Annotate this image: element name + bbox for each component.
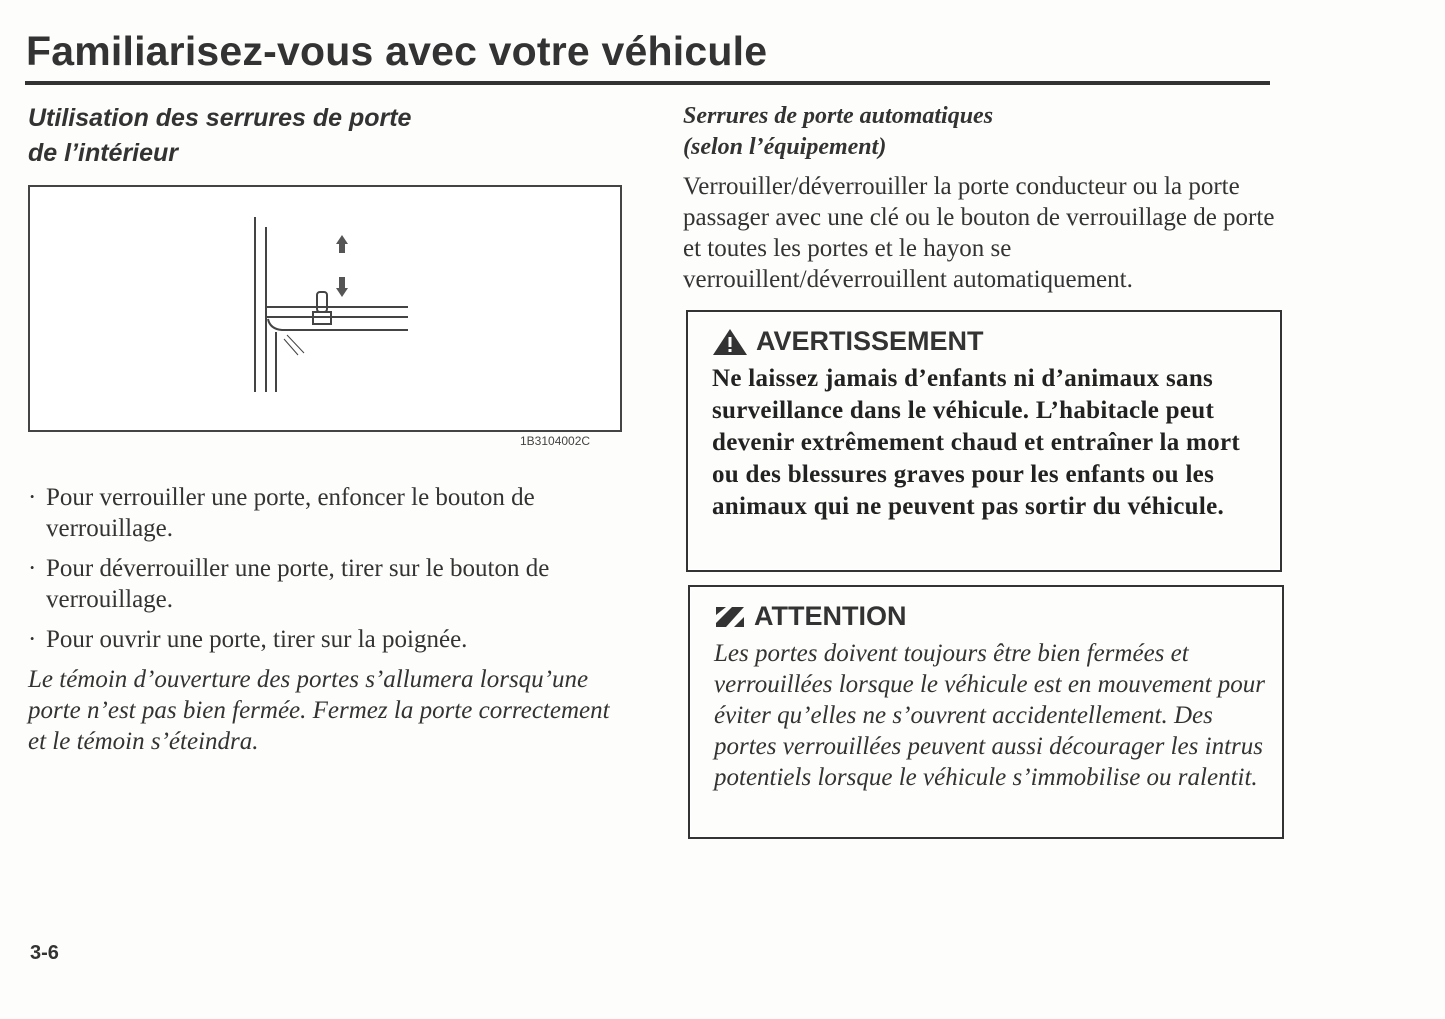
lock-instructions: [28, 482, 613, 757]
caution-title: ATTENTION: [754, 601, 907, 631]
heading-line: Utilisation des serrures de porte: [28, 104, 412, 132]
warning-header: [712, 326, 1268, 357]
figure-caption: 1B3104002C: [520, 434, 591, 448]
door-warning-note: Le témoin d’ouverture des portes s’allumera lorsqu’une porte n’est pas bien fermée. Fermez la porte correctement et le témoin s’éteindra.: [28, 666, 610, 755]
heading-line: de l’intérieur: [28, 139, 179, 167]
section-heading-interior-locks: [28, 101, 411, 171]
caution-text: Les portes doivent toujours être bien fermées et verrouillées lorsque le véhicule est en mouvement pour éviter qu’elles ne s’ouvrent accidentellement. Des portes verrouillées peuvent aussi décourager les intrus potentiels lorsque le véhicule s’immobilise ou ralentit.: [714, 640, 1265, 791]
caution-header: [714, 601, 1270, 632]
bullet-item: · Pour déverrouiller une porte, tirer sur le bouton de verrouillage.: [28, 553, 613, 615]
caution-stripes-icon: [714, 605, 746, 629]
section-heading-automatic-locks: [683, 101, 993, 163]
page-title: Familiarisez-vous avec votre véhicule: [26, 28, 768, 74]
door-lock-button-icon: [30, 187, 620, 430]
page-number: 3-6: [30, 942, 59, 964]
heading-line: Serrures de porte automatiques: [683, 103, 994, 129]
title-divider: [25, 81, 1270, 85]
warning-text: Ne laissez jamais d’enfants ni d’animaux sans surveillance dans le véhicule. L’habitacle peut devenir extrêmement chaud et entraîner la mort ou des blessures graves pour les enfants ou les animaux qui ne peuvent pas sortir du véhicule.: [712, 365, 1241, 520]
warning-title: AVERTISSEMENT: [756, 326, 984, 356]
heading-line: (selon l’équipement): [683, 134, 887, 160]
door-lock-illustration: [28, 185, 622, 432]
caution-box: [688, 585, 1284, 839]
warning-triangle-icon: [712, 328, 748, 356]
automatic-locks-body: Verrouiller/déverrouiller la porte conducteur ou la porte passager avec une clé ou le bouton de verrouillage de porte et toutes les portes et le hayon se verrouillent/déverrouillent automatiquement.: [683, 173, 1275, 293]
bullet-item: · Pour verrouiller une porte, enfoncer le bouton de verrouillage.: [28, 482, 613, 544]
warning-box: [686, 310, 1282, 572]
bullet-item: · Pour ouvrir une porte, tirer sur la poignée.: [28, 624, 613, 655]
